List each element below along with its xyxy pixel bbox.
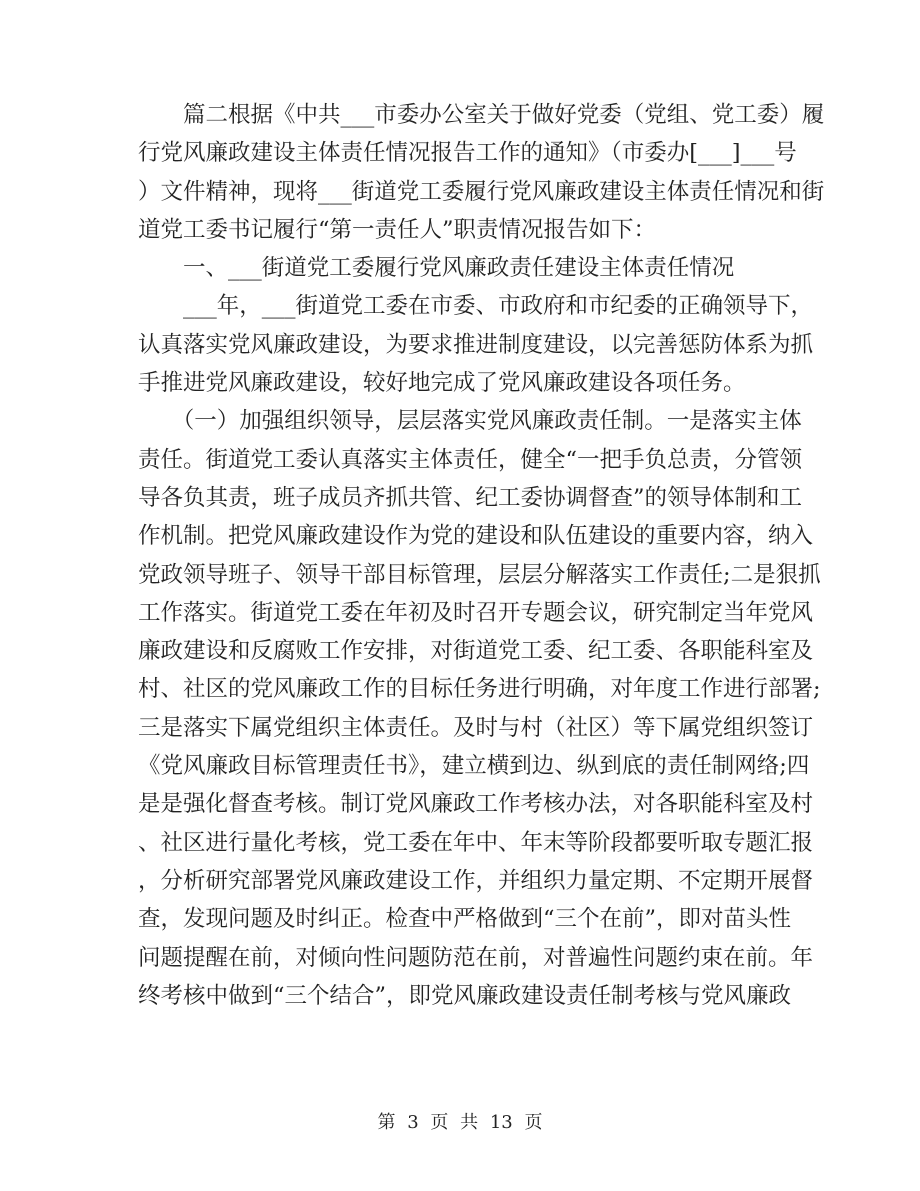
text-line: 行党风廉政建设主体责任情况报告工作的通知》（市委办[___]___号 (138, 140, 797, 167)
text-line: 查，发现问题及时纠正。检查中严格做到“三个在前”，即对苗头性 (138, 906, 792, 933)
text-line: ，分析研究部署党风廉政建设工作，并组织力量定期、不定期开展督 (138, 867, 814, 894)
text-line: 作机制。把党风廉政建设作为党的建设和队伍建设的重要内容，纳入 (138, 523, 814, 550)
text-line: 三是落实下属党组织主体责任。及时与村（社区）等下属党组织签订 (138, 714, 814, 741)
text-line: 责任。街道党工委认真落实主体责任，健全“一把手负总责，分管领 (138, 446, 803, 473)
text-line: 是是强化督查考核。制订党风廉政工作考核办法，对各职能科室及村 (138, 791, 814, 818)
text-line: 工作落实。街道党工委在年初及时召开专题会议，研究制定当年党风 (138, 599, 814, 626)
text-line: 村、社区的党风廉政工作的目标任务进行明确，对年度工作进行部署; (138, 676, 821, 703)
text-line: 、社区进行量化考核，党工委在年中、年末等阶段都要听取专题汇报 (138, 829, 814, 856)
text-line: ）文件精神，现将___街道党工委履行党风廉政建设主体责任情况和街 (138, 178, 825, 205)
text-line: 《党风廉政目标管理责任书》，建立横到边、纵到底的责任制网络;四 (138, 753, 810, 780)
text-line: （一）加强组织领导，层层落实党风廉政责任制。一是落实主体 (138, 408, 802, 435)
section-heading: 一、___街道党工委履行党风廉政责任建设主体责任情况 (138, 255, 735, 282)
text-line: 道党工委书记履行“第一责任人”职责情况报告如下： (138, 216, 657, 243)
text-line: 篇二根据《中共___市委办公室关于做好党委（党组、党工委）履 (138, 102, 825, 128)
text-line: ___年，___街道党工委在市委、市政府和市纪委的正确领导下， (138, 293, 814, 320)
text-line: 导各负其责，班子成员齐抓共管、纪工委协调督查”的领导体制和工 (138, 484, 803, 511)
page-number-footer: 第 3 页 共 13 页 (377, 1112, 543, 1133)
body-text (138, 96, 825, 1015)
text-line: 党政领导班子、领导干部目标管理，层层分解落实工作责任;二是狠抓 (138, 561, 821, 588)
text-line: 终考核中做到“三个结合”，即党风廉政建设责任制考核与党风廉政 (138, 982, 792, 1009)
text-line: 认真落实党风廉政建设，为要求推进制度建设，以完善惩防体系为抓 (138, 331, 814, 358)
text-line: 廉政建设和反腐败工作安排，对街道党工委、纪工委、各职能科室及 (138, 638, 814, 665)
text-line: 问题提醒在前，对倾向性问题防范在前，对普遍性问题约束在前。年 (138, 944, 814, 971)
text-line: 手推进党风廉政建设，较好地完成了党风廉政建设各项任务。 (138, 370, 746, 397)
